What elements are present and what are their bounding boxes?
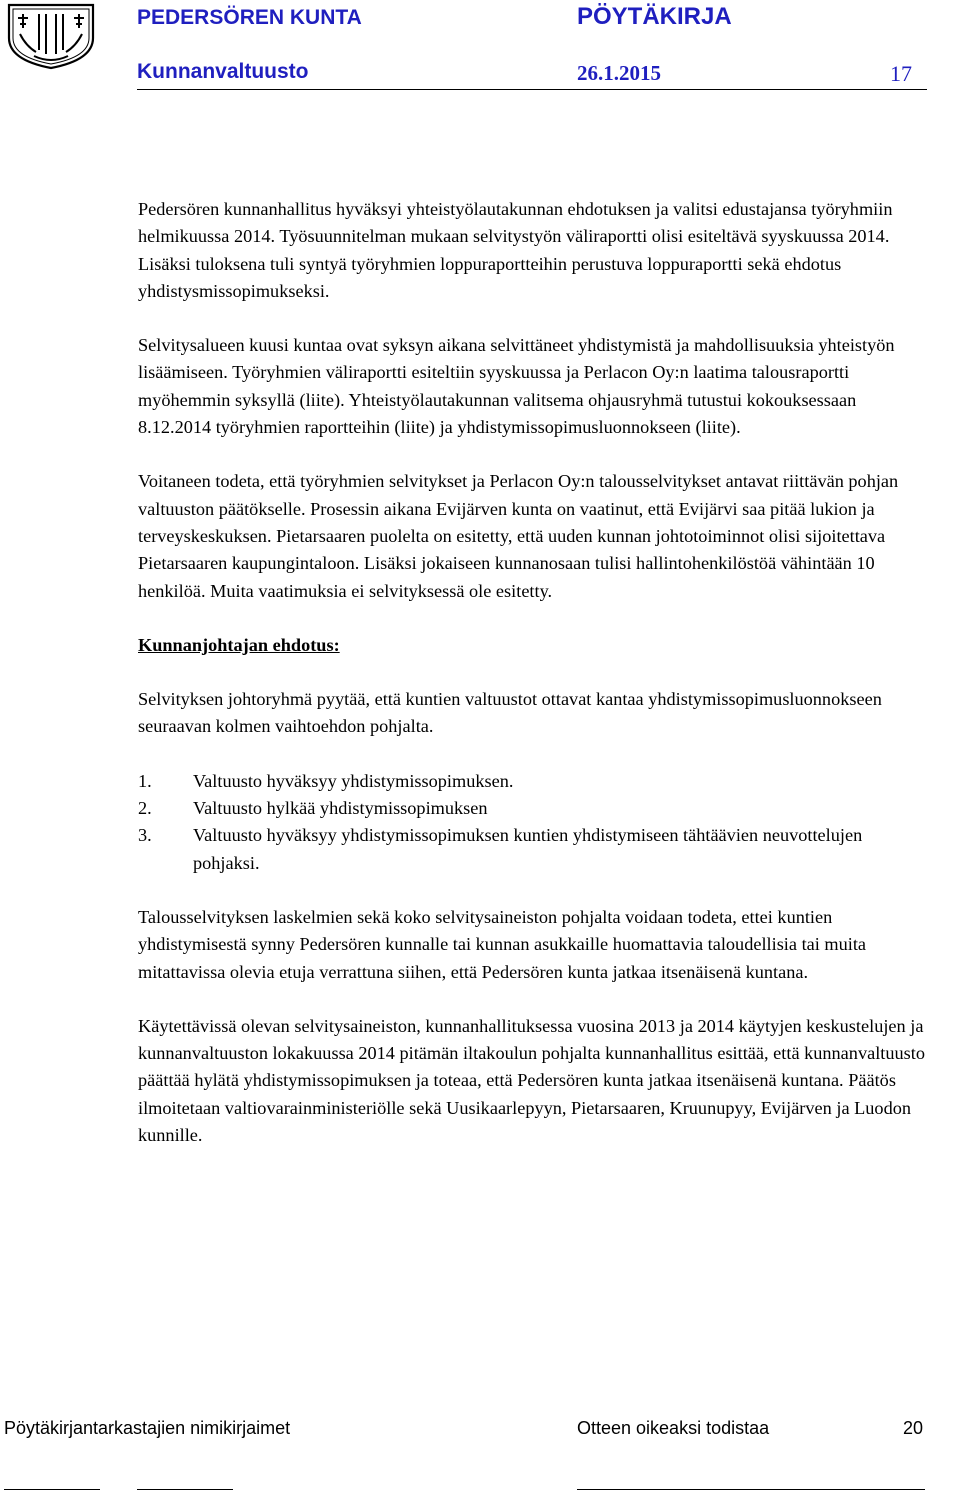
footer-page-ref: 20 bbox=[903, 1418, 924, 1438]
signature-line bbox=[577, 1489, 925, 1490]
document-type: PÖYTÄKIRJA bbox=[577, 3, 732, 30]
list-item bbox=[138, 795, 928, 822]
list-item-number: 1. bbox=[138, 770, 152, 791]
paragraph-board-proposal: Käytettävissä olevan selvitysaineiston, kunnanhallituksessa vuosina 2013 ja 2014 käytyjen keskustelujen ja kunnanvaltuuston lokakuussa 2014 pitämän iltakoulun pohjalta kunnanhallitus esittää, että kunnanvaltuusto päättää hylätä yhdistymissopimuksen ja toteaa, että Pedersören kunta jatkaa itsenäisenä kuntana. Päätös ilmoitetaan valtiovarainministeriölle sekä Uusikaarlepyyn, Pietarsaaren, Kruunupyy, Evijärven ja Luodon kunnille. bbox=[138, 1015, 925, 1146]
paragraph-background: Pedersören kunnanhallitus hyväksyi yhteistyölautakunnan ehdotuksen ja valitsi edustajansa työryhmiin helmikuussa 2014. Työsuunnitelman mukaan selvitystyön väliraportti olisi esiteltävä syyskuussa 2014. Lisäksi tuloksena tuli syntyä työryhmien loppuraportteihin perustuva loppuraportti sekä ehdotus yhdistysmissopimukseksi. bbox=[138, 199, 893, 301]
page-number: 17 bbox=[890, 61, 912, 86]
signature-line bbox=[4, 1489, 100, 1490]
list-item bbox=[138, 768, 928, 795]
paragraph-study-progress: Selvitysalueen kuusi kuntaa ovat syksyn aikana selvittäneet yhdistymistä ja mahdollisuuksia yhteistyön lisäämiseen. Työryhmien väliraportti esiteltiin syyskuussa ja Perlacon Oy:n laatima talousraportti myöhemmin syksyllä (liite). Yhteistyölautakunnan valitsema ohjausryhmä tutustui kokouksessaan 8.12.2014 työryhmien raportteihin (liite) ja yhdistymissopimusluonnokseen (liite). bbox=[138, 335, 895, 438]
header-divider bbox=[137, 89, 927, 90]
footer-initials-label: Pöytäkirjantarkastajien nimikirjaimet bbox=[4, 1418, 291, 1438]
meeting-date: 26.1.2015 bbox=[577, 61, 661, 85]
meeting-body: Kunnanvaltuusto bbox=[137, 60, 309, 83]
signature-line bbox=[137, 1489, 233, 1490]
document-body bbox=[138, 196, 928, 1149]
footer-certification-label: Otteen oikeaksi todistaa bbox=[577, 1418, 770, 1438]
list-item-text: Valtuusto hyväksyy yhdistymissopimuksen kuntien yhdistymiseen tähtäävien neuvottelujen pohjaksi. bbox=[193, 825, 863, 873]
proposal-intro: Selvityksen johtoryhmä pyytää, että kuntien valtuustot ottavat kantaa yhdistymissopimusluonnokseen seuraavan kolmen vaihtoehdon pohjalta. bbox=[138, 689, 882, 737]
list-item-text: Valtuusto hylkää yhdistymissopimuksen bbox=[193, 798, 488, 819]
list-item-text: Valtuusto hyväksyy yhdistymissopimuksen. bbox=[193, 770, 514, 791]
list-item-number: 2. bbox=[138, 798, 152, 819]
list-item-number: 3. bbox=[138, 825, 152, 846]
coat-of-arms-icon bbox=[6, 2, 96, 70]
organization-name: PEDERSÖREN KUNTA bbox=[137, 6, 362, 29]
paragraph-assessment: Voitaneen todeta, että työryhmien selvitykset ja Perlacon Oy:n talousselvitykset antavat riittävän pohjan valtuuston päätökselle. Prosessin aikana Evijärven kunta on vaatinut, että Evijärvi saa pitää lukion ja terveyskeskuksen. Pietarsaaren puolelta on esitetty, että uuden kunnan johtotoiminnot olisi sijoitettava Pietarsaaren kaupungintaloon. Lisäksi jokaiseen kunnanosaan tulisi hallintohenkilöstöä vähintään 10 henkilöä. Muita vaatimuksia ei selvityksessä ole esitetty. bbox=[138, 471, 899, 601]
list-item bbox=[138, 822, 928, 877]
proposal-heading: Kunnanjohtajan ehdotus: bbox=[138, 634, 340, 655]
paragraph-conclusion: Talousselvityksen laskelmien sekä koko selvitysaineiston pohjalta voidaan todeta, ettei kuntien yhdistymisestä synny Pedersören kunnalle tai kunnan asukkaille huomattavia taloudellisia tai muita mitattavissa olevia etuja verrattuna siihen, että Pedersören kunta jatkaa itsenäisenä kuntana. bbox=[138, 906, 867, 982]
